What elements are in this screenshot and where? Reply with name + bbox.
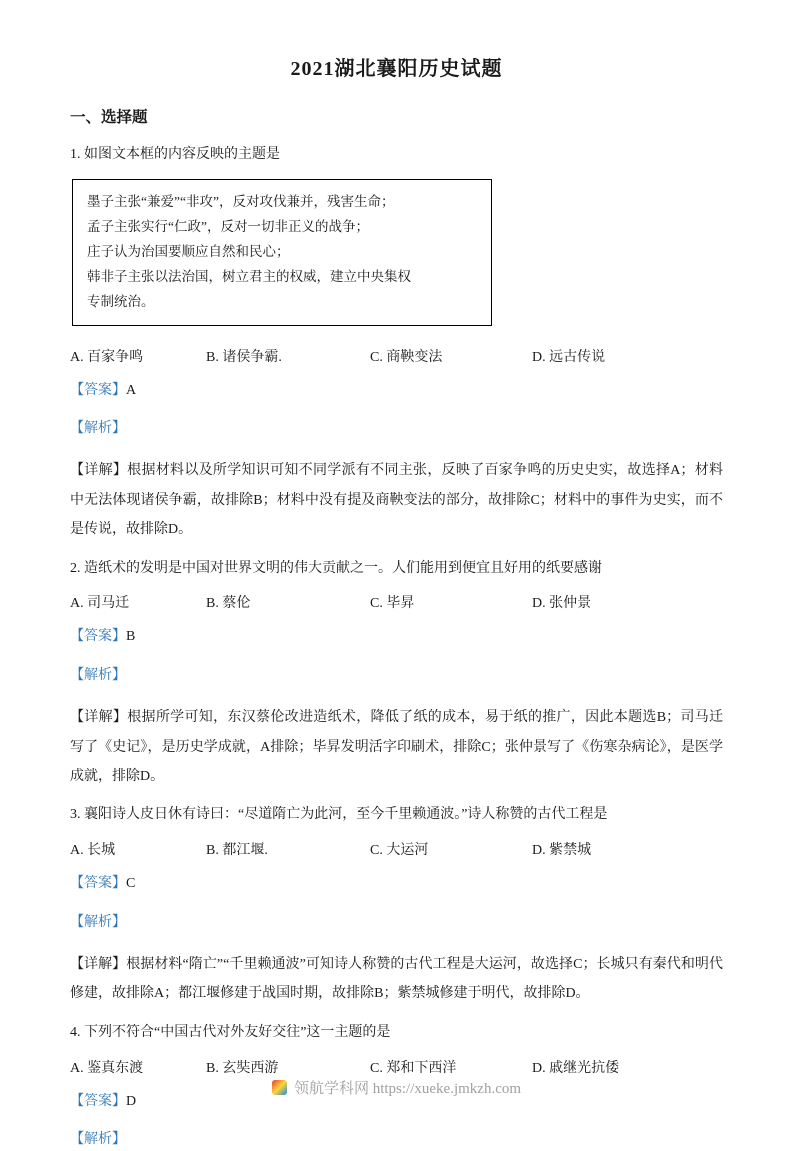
question-1-text-box xyxy=(72,179,492,326)
detail-label: 【详解】 xyxy=(70,463,128,479)
analysis-label: 【解析】 xyxy=(70,667,126,683)
box-line: 庄子认为治国要顺应自然和民心； xyxy=(87,243,290,259)
option-d: D. 戚继光抗倭 xyxy=(532,1060,620,1076)
question-1-options xyxy=(70,346,723,366)
analysis-label: 【解析】 xyxy=(70,1131,126,1147)
answer-line xyxy=(70,873,723,895)
question-3-stem: 3. 襄阳诗人皮日休有诗曰：“尽道隋亡为此河，至今千里赖通波。”诗人称赞的古代工程是 xyxy=(70,807,608,823)
option-b: B. 都江堰. xyxy=(206,843,268,859)
answer-label: 【答案】 xyxy=(70,629,126,645)
question-1-stem: 1. 如图文本框的内容反映的主题是 xyxy=(70,147,280,162)
detail-paragraph xyxy=(70,703,723,791)
page-title: 2021湖北襄阳历史试题 xyxy=(290,58,503,80)
answer-value: C xyxy=(126,876,136,892)
detail-label: 【详解】 xyxy=(70,710,128,726)
box-line: 孟子主张实行“仁政”，反对一切非正义的战争； xyxy=(87,218,369,234)
detail-text: 根据所学可知，东汉蔡伦改进造纸术，降低了纸的成本，易于纸的推广，因此本题选B；司马迁写了《史记》，是历史学成就，A排除；毕昇发明活字印刷术，排除C；张仲景写了《伤寒杂病论》，是医学成就，排除D。 xyxy=(70,710,724,784)
detail-text: 根据材料“隋亡”“千里赖通波”可知诗人称赞的古代工程是大运河，故选择C；长城只有秦代和明代修建，故排除A；都江堰修建于战国时期，故排除B；紫禁城修建于明代，故排除D。 xyxy=(70,956,723,1002)
answer-label: 【答案】 xyxy=(70,1093,126,1109)
site-logo-icon xyxy=(272,1080,287,1095)
option-a: A. 鉴真东渡 xyxy=(70,1060,144,1076)
detail-label: 【详解】 xyxy=(70,956,127,972)
option-b: B. 蔡伦 xyxy=(206,596,251,612)
option-a: A. 司马迁 xyxy=(70,596,130,612)
option-c: C. 毕昇 xyxy=(370,596,415,612)
option-b: B. 玄奘西游 xyxy=(206,1060,279,1076)
answer-value: D xyxy=(126,1093,137,1109)
answer-value: B xyxy=(126,629,136,645)
page-footer xyxy=(0,1077,793,1098)
question-2-options xyxy=(70,592,723,612)
option-a: A. 百家争鸣 xyxy=(70,349,144,365)
question-3-options xyxy=(70,839,723,859)
answer-label: 【答案】 xyxy=(70,382,126,398)
analysis-label: 【解析】 xyxy=(70,421,126,437)
footer-site-name: 领航学科网 xyxy=(293,1081,369,1097)
option-c: C. 郑和下西洋 xyxy=(370,1060,457,1076)
question-4-stem: 4. 下列不符合“中国古代对外友好交往”这一主题的是 xyxy=(70,1024,391,1040)
option-d: D. 紫禁城 xyxy=(532,843,592,859)
box-line: 韩非子主张以法治国，树立君主的权威，建立中央集权 xyxy=(87,268,411,284)
option-c: C. 大运河 xyxy=(370,843,429,859)
question-3 xyxy=(70,803,723,1008)
option-b: B. 诸侯争霸. xyxy=(206,349,282,365)
option-a: A. 长城 xyxy=(70,843,116,859)
question-2-stem: 2. 造纸术的发明是中国对世界文明的伟大贡献之一。人们能用到便宜且好用的纸要感谢 xyxy=(70,560,602,576)
detail-paragraph xyxy=(70,456,723,544)
answer-line xyxy=(70,380,723,402)
option-c: C. 商鞅变法 xyxy=(370,349,443,365)
answer-label: 【答案】 xyxy=(70,876,126,892)
option-d: D. 远古传说 xyxy=(532,349,606,365)
detail-text: 根据材料以及所学知识可知不同学派有不同主张，反映了百家争鸣的历史史实，故选择A；材料中无法体现诸侯争霸，故排除B；材料中没有提及商鞅变法的部分，故排除C；材料中的事件为史实，而不是传说，故排除D。 xyxy=(70,463,723,538)
option-d: D. 张仲景 xyxy=(532,596,592,612)
answer-value: A xyxy=(126,382,137,398)
box-line: 专制统治。 xyxy=(87,293,155,309)
section-heading: 一、选择题 xyxy=(70,109,148,126)
question-4-options xyxy=(70,1057,723,1077)
question-1 xyxy=(70,143,723,545)
question-2 xyxy=(70,557,723,792)
answer-line xyxy=(70,626,723,648)
footer-url-link[interactable]: https://xueke.jmkzh.com xyxy=(372,1081,522,1097)
detail-paragraph xyxy=(70,950,723,1009)
analysis-label: 【解析】 xyxy=(70,914,126,930)
box-line: 墨子主张“兼爱”“非攻”，反对攻伐兼并，残害生命； xyxy=(87,193,395,209)
